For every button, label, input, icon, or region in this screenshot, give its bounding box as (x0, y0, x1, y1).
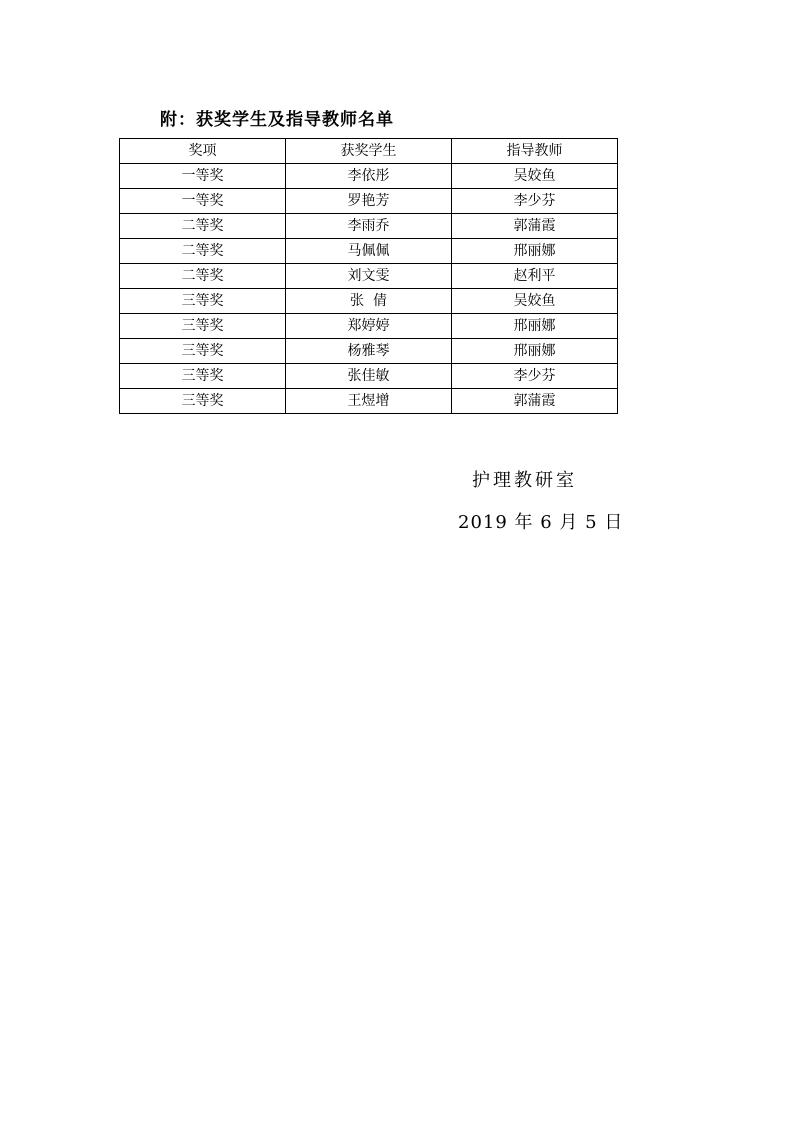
award-cell: 二等奖 (120, 239, 286, 264)
table-row (120, 389, 618, 414)
award-cell: 二等奖 (120, 264, 286, 289)
student-cell: 张 倩 (286, 289, 452, 314)
award-table (119, 138, 618, 414)
page-title: 附：获奖学生及指导教师名单 (160, 110, 394, 130)
teacher-cell: 邢丽娜 (452, 339, 618, 364)
table-row (120, 339, 618, 364)
teacher-cell: 吴姣鱼 (452, 164, 618, 189)
student-cell: 李依彤 (286, 164, 452, 189)
teacher-cell: 郭蒲霞 (452, 389, 618, 414)
student-cell: 杨雅琴 (286, 339, 452, 364)
department-signature: 护理教研室 (472, 470, 577, 491)
student-cell: 马佩佩 (286, 239, 452, 264)
teacher-cell: 李少芬 (452, 189, 618, 214)
table-row (120, 314, 618, 339)
award-cell: 三等奖 (120, 389, 286, 414)
table-row (120, 364, 618, 389)
teacher-cell: 邢丽娜 (452, 239, 618, 264)
award-cell: 三等奖 (120, 364, 286, 389)
student-cell: 罗艳芳 (286, 189, 452, 214)
table-header-row (120, 139, 618, 164)
award-cell: 三等奖 (120, 339, 286, 364)
signature-date: 2019 年 6 月 5 日 (458, 512, 624, 533)
teacher-cell: 邢丽娜 (452, 314, 618, 339)
student-cell: 张佳敏 (286, 364, 452, 389)
award-cell: 一等奖 (120, 189, 286, 214)
award-cell: 一等奖 (120, 164, 286, 189)
column-header-award: 奖项 (120, 139, 286, 164)
student-cell: 郑婷婷 (286, 314, 452, 339)
table-row (120, 289, 618, 314)
teacher-cell: 赵利平 (452, 264, 618, 289)
student-cell: 刘文雯 (286, 264, 452, 289)
column-header-student: 获奖学生 (286, 139, 452, 164)
teacher-cell: 吴姣鱼 (452, 289, 618, 314)
table-row (120, 214, 618, 239)
table-row (120, 239, 618, 264)
award-cell: 三等奖 (120, 289, 286, 314)
table-row (120, 164, 618, 189)
student-cell: 李雨乔 (286, 214, 452, 239)
award-cell: 二等奖 (120, 214, 286, 239)
teacher-cell: 李少芬 (452, 364, 618, 389)
award-cell: 三等奖 (120, 314, 286, 339)
teacher-cell: 郭蒲霞 (452, 214, 618, 239)
student-cell: 王煜增 (286, 389, 452, 414)
table-row (120, 264, 618, 289)
table-row (120, 189, 618, 214)
column-header-teacher: 指导教师 (452, 139, 618, 164)
